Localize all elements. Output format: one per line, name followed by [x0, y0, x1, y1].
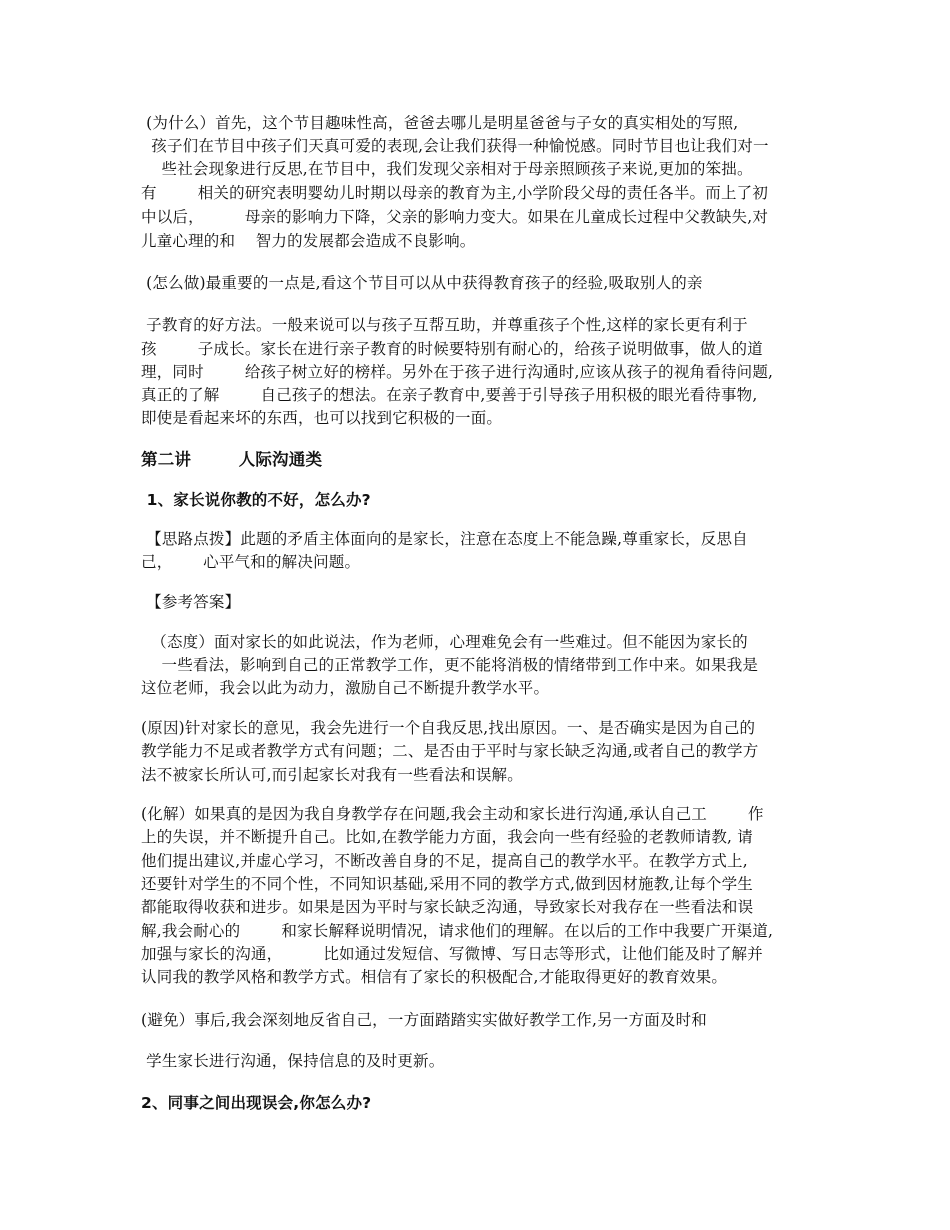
question-heading: 2、同事之间出现误会,你怎么办?	[141, 1094, 372, 1112]
text-line: 上的失误，并不断提升自己。比如,在教学能力方面，我会向一些有经验的老教师请教, 请	[141, 828, 753, 846]
text-line: 子教育的好方法。一般来说可以与孩子互帮互助，并尊重孩子个性,这样的家长更有利于	[141, 316, 748, 334]
text-line: 中以后， 母亲的影响力下降，父亲的影响力变大。如果在儿童成长过程中父教缺失,对	[141, 208, 769, 226]
text-line: 这位老师，我会以此为动力，激励自己不断提升教学水平。	[141, 679, 550, 697]
text-line: 还要针对学生的不同个性，不同知识基础,采用不同的教学方式,做到因材施教,让每个学生	[141, 875, 753, 893]
text-line: 教学能力不足或者教学方式有问题；二、是否由于平时与家长缺乏沟通,或者自己的教学方	[141, 742, 759, 760]
text-line: （态度）面对家长的如此说法，作为老师，心理难免会有一些难过。但不能因为家长的	[141, 633, 748, 651]
text-line: 【思路点拨】此题的矛盾主体面向的是家长，注意在态度上不能急躁,尊重家长，反思自	[141, 530, 748, 548]
text-line: 儿童心理的和 智力的发展都会造成不良影响。	[141, 232, 476, 250]
text-line: 加强与家长的沟通， 比如通过发短信、写微博、写日志等形式，让他们能及时了解并	[141, 945, 763, 963]
text-line: 些社会现象进行反思,在节目中，我们发现父亲相对于母亲照顾孩子来说,更加的笨拙。	[141, 160, 753, 178]
text-line: 【参考答案】	[141, 593, 241, 611]
text-line: 法不被家长所认可,而引起家长对我有一些看法和误解。	[141, 766, 523, 784]
text-line: (避免）事后,我会深刻地反省自己，一方面踏踏实实做好教学工作,另一方面及时和	[141, 1011, 708, 1029]
text-line: 都能取得收获和进步。如果是因为平时与家长缺乏沟通，导致家长对我存在一些看法和误	[141, 898, 754, 916]
text-line: 他们提出建议,并虚心学习，不断改善自身的不足，提高自己的教学水平。在教学方式上,	[141, 852, 748, 870]
text-line: 解,我会耐心的 和家长解释说明情况，请求他们的理解。在以后的工作中我要广开渠道,	[141, 922, 774, 940]
text-line: (为什么）首先，这个节目趣味性高，爸爸去哪儿是明星爸爸与子女的真实相处的写照,	[141, 114, 739, 132]
text-line: 理，同时 给孩子树立好的榜样。另外在于孩子进行沟通时,应该从孩子的视角看待问题,	[141, 363, 774, 381]
text-line: 学生家长进行沟通，保持信息的及时更新。	[141, 1052, 445, 1070]
section-heading: 第二讲 人际沟通类	[141, 450, 323, 469]
text-line: 认同我的教学风格和教学方式。相信有了家长的积极配合,才能取得更好的教育效果。	[141, 968, 728, 986]
text-line: 孩子们在节目中孩子们天真可爱的表现,会让我们获得一种愉悦感。同时节目也让我们对一	[141, 137, 769, 155]
text-line: (原因)针对家长的意见，我会先进行一个自我反思,找出原因。一、是否确实是因为自己的	[141, 719, 756, 737]
text-line: 己， 心平气和的解决问题。	[141, 553, 361, 571]
text-line: 孩 子成长。家长在进行亲子教育的时候要特别有耐心的，给孩子说明做事，做人的道	[141, 340, 763, 358]
text-line: 真正的了解 自己孩子的想法。在亲子教育中,要善于引导孩子用积极的眼光看待事物,	[141, 386, 758, 404]
text-line: 一些看法，影响到自己的正常教学工作，更不能将消极的情绪带到工作中来。如果我是	[141, 656, 759, 674]
text-line: 即使是看起来坏的东西，也可以找到它积极的一面。	[141, 409, 503, 427]
text-line: (化解）如果真的是因为我自身教学存在问题,我会主动和家长进行沟通,承认自己工 作	[141, 805, 764, 823]
text-line: (怎么做)最重要的一点是,看这个节目可以从中获得教育孩子的经验,吸取别人的亲	[141, 274, 703, 292]
text-line: 有 相关的研究表明婴幼儿时期以母亲的教育为主,小学阶段父母的责任各半。而上了初	[141, 184, 769, 202]
question-heading: 1、家长说你教的不好，怎么办?	[141, 491, 371, 509]
